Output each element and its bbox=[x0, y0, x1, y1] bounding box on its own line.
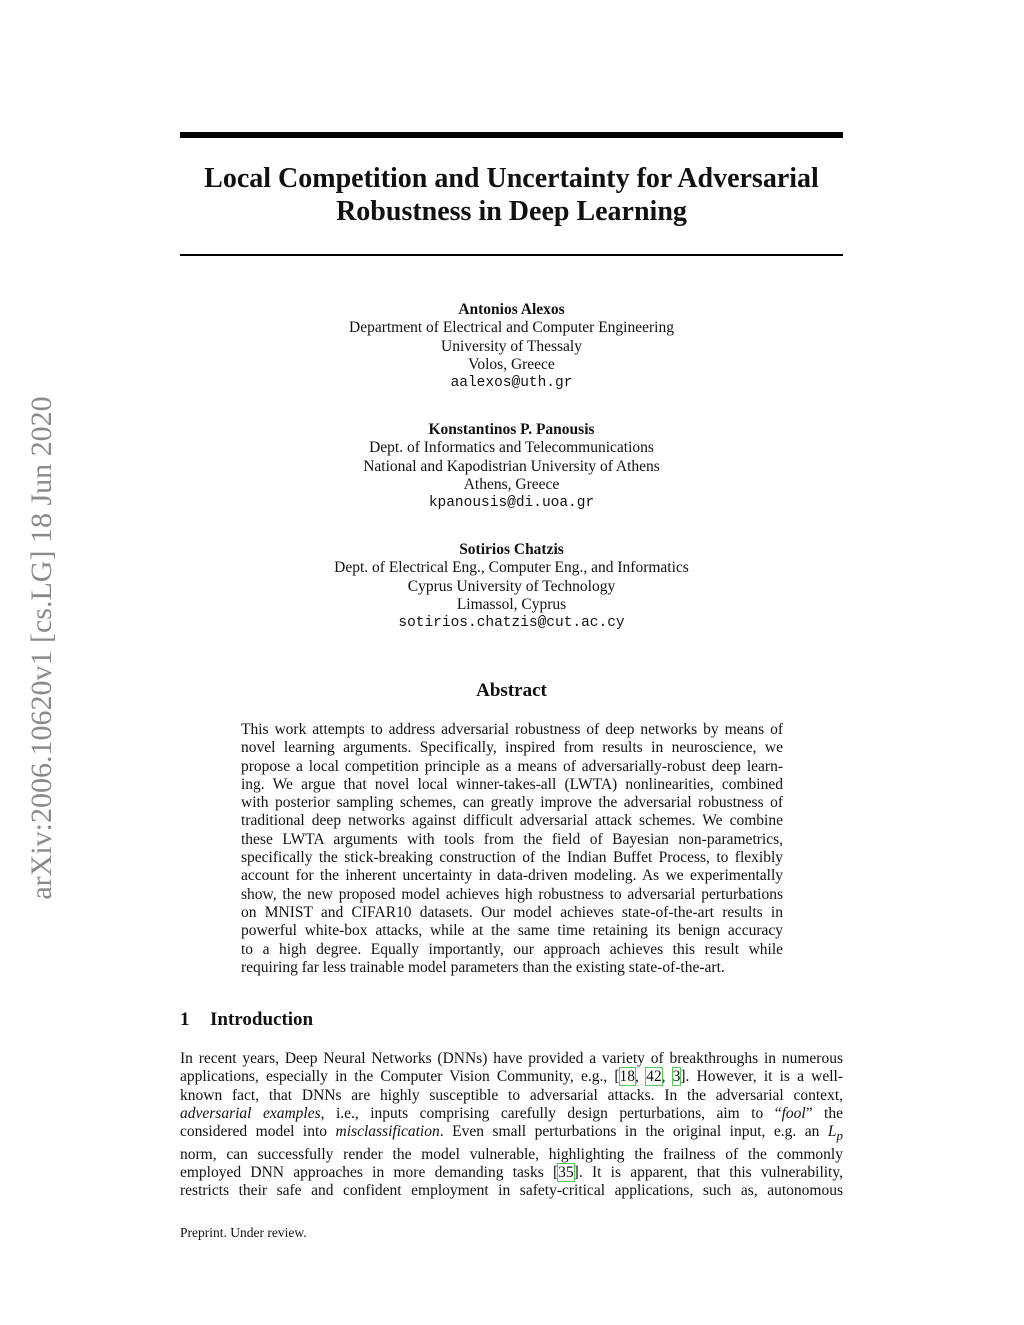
abstract-line: This work attempts to address adversarial robustness of deep networks by means of bbox=[241, 721, 783, 738]
author-block-1 bbox=[180, 301, 843, 392]
author-affiliation-line: University of Thessaly bbox=[441, 337, 582, 355]
intro-text: employed DNN approaches in more demanding tasks [ bbox=[180, 1163, 559, 1181]
intro-emphasis: adversarial examples bbox=[180, 1104, 321, 1122]
abstract-line: show, the new proposed model achieves high robustness to adversarial perturbations bbox=[241, 885, 783, 903]
page-footer: Preprint. Under review. bbox=[180, 1225, 307, 1240]
citation-link[interactable]: 18 bbox=[619, 1068, 636, 1086]
intro-line: applications, especially in the Computer Vision Community, e.g., [18, 42, 3]. However, it is a well- bbox=[180, 1068, 844, 1086]
abstract-line: to a high degree. Equally importantly, our approach achieves this result while bbox=[241, 940, 783, 958]
citation-link[interactable]: 35 bbox=[558, 1163, 574, 1181]
author-email[interactable]: aalexos@uth.gr bbox=[450, 375, 573, 392]
author-name: Konstantinos P. Panousis bbox=[428, 421, 595, 438]
author-name: Sotirios Chatzis bbox=[459, 541, 564, 558]
author-affiliation-line: National and Kapodistrian University of Athens bbox=[363, 457, 660, 475]
intro-line bbox=[180, 1105, 843, 1123]
author-affiliation-line: Department of Electrical and Computer Engineering bbox=[349, 319, 674, 337]
intro-line: norm, can successfully render the model vulnerable, highlighting the frailness of the commonly bbox=[180, 1145, 843, 1163]
intro-emphasis: misclassification bbox=[335, 1123, 440, 1141]
intro-emphasis: fool bbox=[781, 1104, 806, 1122]
author-email[interactable]: sotirios.chatzis@cut.ac.cy bbox=[398, 615, 625, 632]
abstract-line: traditional deep networks against difficult adversarial attack schemes. We combine bbox=[241, 812, 783, 830]
abstract-line: powerful white-box attacks, while at the same time retaining its benign accuracy bbox=[241, 922, 783, 940]
section-number: 1 bbox=[180, 1009, 190, 1030]
abstract-line: account for the inherent uncertainty in data-driven modeling. As we experimentally bbox=[241, 867, 783, 885]
intro-text: applications, especially in the Computer Vision Community, e.g., [ bbox=[180, 1068, 620, 1086]
author-affiliation-line: Limassol, Cyprus bbox=[456, 595, 567, 613]
citation-link[interactable]: 42 bbox=[646, 1068, 662, 1086]
abstract-heading: Abstract bbox=[476, 680, 547, 701]
author-affiliation-line: Cyprus University of Technology bbox=[407, 577, 616, 595]
author-block-3 bbox=[180, 541, 843, 632]
abstract-line: ing. We argue that novel local winner-takes-all (LWTA) nonlinearities, combined bbox=[241, 775, 783, 793]
intro-line bbox=[180, 1123, 843, 1145]
intro-line: In recent years, Deep Neural Networks (DNNs) have provided a variety of breakthroughs in numerous bbox=[180, 1050, 843, 1067]
intro-line bbox=[180, 1164, 843, 1182]
citation-link[interactable]: 3 bbox=[672, 1068, 681, 1086]
author-block-2 bbox=[180, 421, 843, 512]
intro-line: known fact, that DNNs are highly susceptible to adversarial attacks. In the adversarial context, bbox=[180, 1086, 843, 1104]
math-symbol bbox=[827, 1123, 843, 1144]
abstract-line: requiring far less trainable model parameters than the existing state-of-the-art. bbox=[241, 958, 725, 976]
introduction-paragraph bbox=[180, 1050, 843, 1200]
author-affiliation-line: Dept. of Informatics and Telecommunications bbox=[369, 439, 654, 457]
abstract-line: novel learning arguments. Specifically, inspired from results in neuroscience, we bbox=[241, 739, 783, 757]
title-top-rule bbox=[180, 132, 843, 138]
intro-text: ” the bbox=[805, 1104, 843, 1122]
abstract-body bbox=[241, 721, 783, 977]
section-heading-introduction bbox=[180, 1009, 313, 1031]
author-email[interactable]: kpanousis@di.uoa.gr bbox=[428, 495, 595, 512]
abstract-line: specifically the stick-breaking construction of the Indian Buffet Process, to flexibly bbox=[241, 849, 783, 867]
intro-text: . Even small perturbations in the original input, e.g. an bbox=[439, 1123, 828, 1141]
author-affiliation-line: Volos, Greece bbox=[468, 355, 555, 373]
section-title: Introduction bbox=[210, 1009, 314, 1030]
abstract-line: with posterior sampling schemes, can greatly improve the adversarial robustness of bbox=[241, 794, 783, 812]
title-bottom-rule bbox=[180, 254, 843, 256]
intro-text: , i.e., inputs comprising carefully design perturbations, aim to “ bbox=[320, 1104, 782, 1122]
math-base: L bbox=[827, 1123, 837, 1141]
abstract-line: on MNIST and CIFAR10 datasets. Our model achieves state-of-the-art results in bbox=[241, 903, 783, 921]
math-subscript: p bbox=[836, 1128, 843, 1144]
author-name: Antonios Alexos bbox=[458, 301, 565, 318]
title-line-2: Robustness in Deep Learning bbox=[336, 196, 687, 227]
abstract-line: propose a local competition principle as a means of adversarially-robust deep learn- bbox=[241, 757, 783, 775]
intro-text: ]. It is apparent, that this vulnerability, bbox=[573, 1163, 843, 1181]
paper-title bbox=[180, 162, 843, 228]
arxiv-identifier-stamp: arXiv:2006.10620v1 [cs.LG] 18 Jun 2020 bbox=[25, 396, 58, 900]
author-affiliation-line: Athens, Greece bbox=[463, 475, 560, 493]
author-affiliation-line: Dept. of Electrical Eng., Computer Eng., and Informatics bbox=[334, 559, 689, 577]
title-line-1: Local Competition and Uncertainty for Adversarial bbox=[204, 163, 819, 194]
intro-text: considered model into bbox=[180, 1123, 336, 1141]
intro-text: ]. However, it is a well- bbox=[680, 1068, 844, 1086]
intro-line: restricts their safe and confident employment in safety-critical applications, such as, autonomous bbox=[180, 1182, 843, 1200]
abstract-line: these LWTA arguments with tools from the field of Bayesian non-parametrics, bbox=[241, 830, 783, 848]
